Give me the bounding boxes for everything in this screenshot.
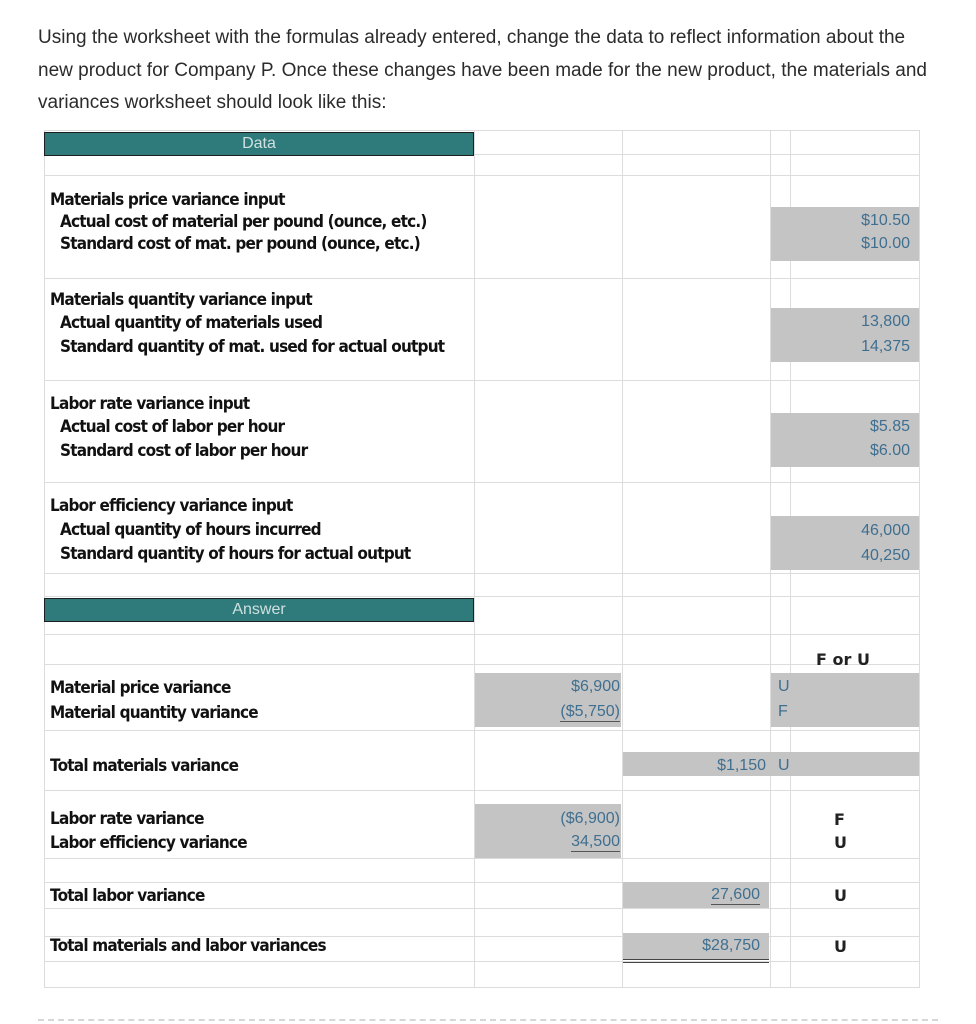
labor-rate-variance-value[interactable]: ($6,900) [560,810,620,827]
materials-quantity-standard-label: Standard quantity of mat. used for actual output [60,337,445,357]
materials-price-actual-label: Actual cost of material per pound (ounce, etc.) [60,212,427,232]
total-labor-flag: U [834,886,847,905]
answer-cells [623,752,919,776]
dashed-divider [38,1019,938,1021]
instruction-paragraph: Using the worksheet with the formulas already entered, change the data to reflect information about the new product for Company P. Once these changes have been made for the new product, the materials and variances worksheet should look like this: [38,27,927,113]
labor-rate-title: Labor rate variance input [50,394,250,414]
labor-rate-flag: F [834,810,845,829]
total-labor-variance-label: Total labor variance [50,886,205,906]
material-price-flag: U [778,678,790,695]
material-quantity-variance-value[interactable]: ($5,750) [560,703,620,720]
labor-efficiency-variance-value[interactable]: 34,500 [571,833,620,850]
total-all-flag: U [834,937,847,956]
spreadsheet [44,130,920,988]
labor-efficiency-flag: U [834,833,847,852]
total-materials-variance-value[interactable]: $1,150 [717,757,766,774]
labor-rate-standard-value[interactable]: $6.00 [869,442,910,459]
materials-price-actual-value[interactable]: $10.50 [861,212,910,229]
data-header: Data [44,132,474,156]
materials-quantity-standard-value[interactable]: 14,375 [861,338,910,355]
answer-header: Answer [44,598,474,622]
material-price-variance-label: Material price variance [50,678,231,698]
total-all-variances-value[interactable]: $28,750 [702,937,760,954]
materials-price-title: Materials price variance input [50,190,285,210]
total-labor-variance-value[interactable]: 27,600 [711,886,760,903]
labor-rate-actual-label: Actual cost of labor per hour [60,417,285,437]
labor-efficiency-actual-label: Actual quantity of hours incurred [60,520,321,540]
materials-quantity-title: Materials quantity variance input [50,290,312,310]
total-materials-variance-label: Total materials variance [50,756,239,776]
materials-quantity-actual-value[interactable]: 13,800 [861,313,910,330]
material-quantity-flag: F [778,703,788,720]
material-price-variance-value[interactable]: $6,900 [571,678,620,695]
f-or-u-header: F or U [816,650,870,669]
materials-price-standard-value[interactable]: $10.00 [861,235,910,252]
total-materials-flag: U [778,757,790,774]
labor-rate-standard-label: Standard cost of labor per hour [60,441,308,461]
labor-efficiency-standard-label: Standard quantity of hours for actual output [60,544,411,564]
materials-price-standard-label: Standard cost of mat. per pound (ounce, etc.) [60,234,420,254]
answer-cells [771,673,919,727]
labor-efficiency-standard-value[interactable]: 40,250 [861,547,910,564]
materials-quantity-actual-label: Actual quantity of materials used [60,313,323,333]
labor-efficiency-title: Labor efficiency variance input [50,496,293,516]
labor-rate-actual-value[interactable]: $5.85 [869,418,910,435]
double-underline [623,959,769,963]
total-all-variances-label: Total materials and labor variances [50,936,326,956]
labor-efficiency-variance-label: Labor efficiency variance [50,833,247,853]
labor-rate-variance-label: Labor rate variance [50,809,204,829]
material-quantity-variance-label: Material quantity variance [50,703,258,723]
labor-efficiency-actual-value[interactable]: 46,000 [861,522,910,539]
